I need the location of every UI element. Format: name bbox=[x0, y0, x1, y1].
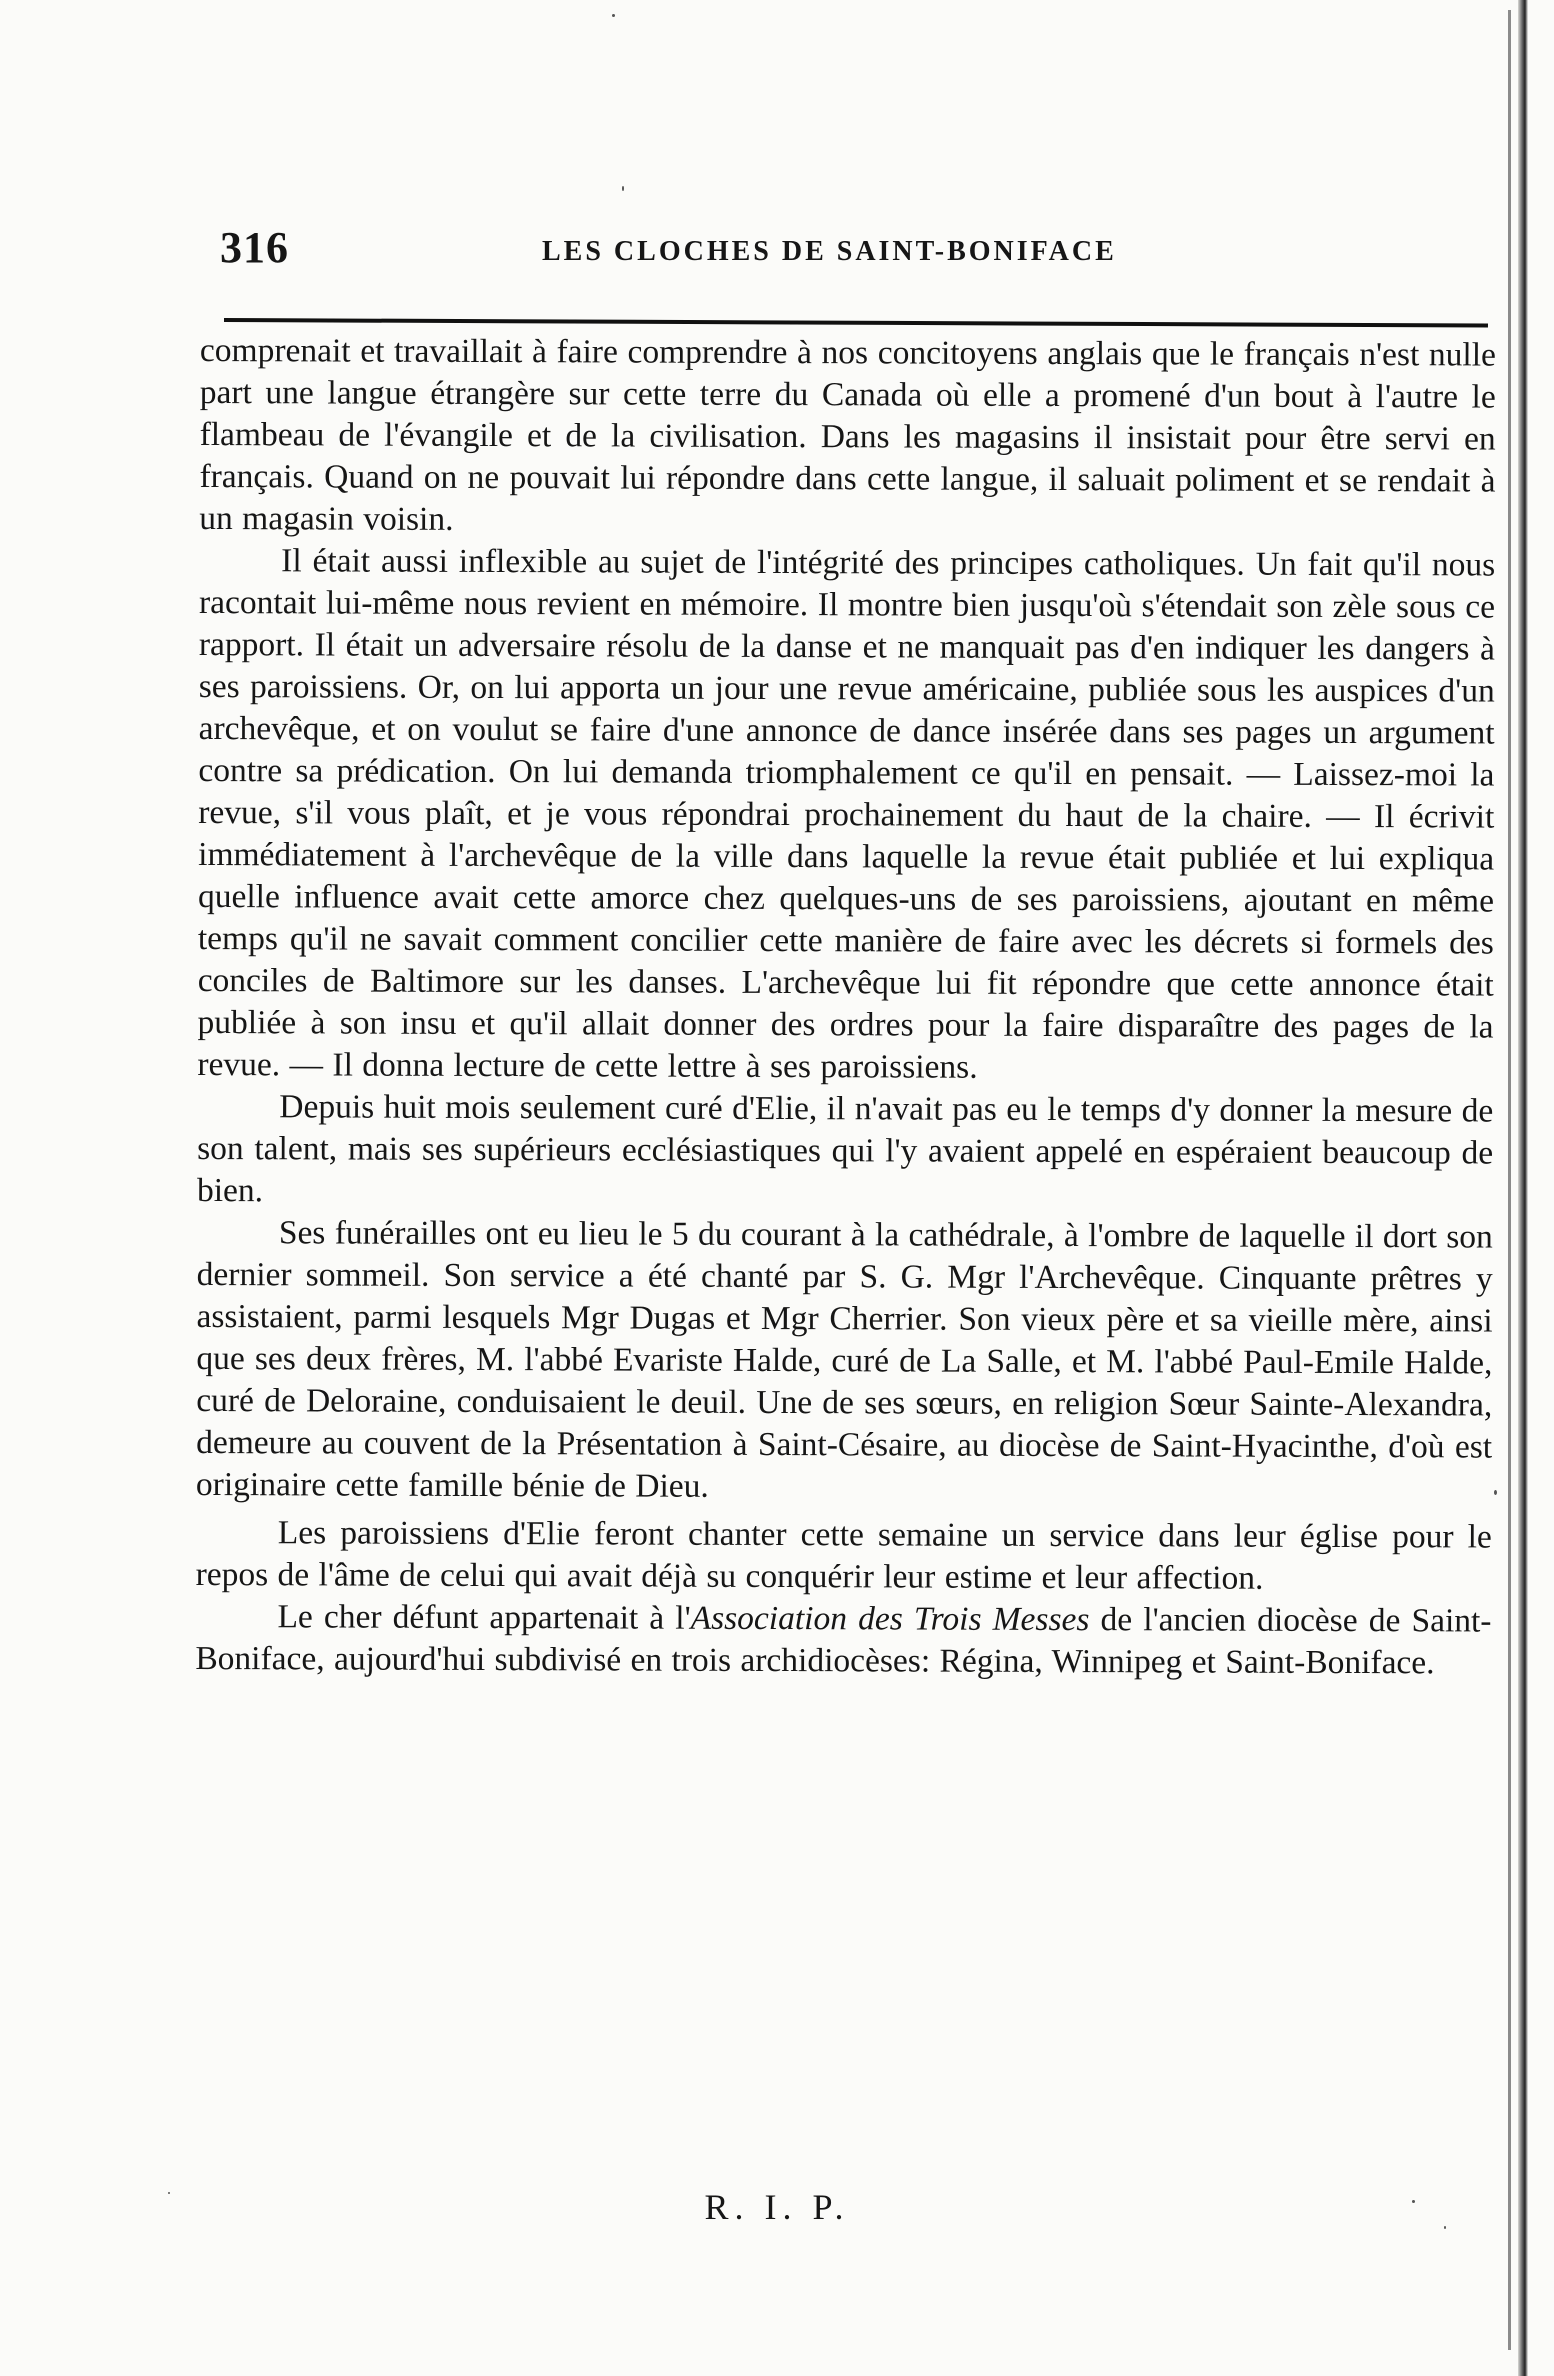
paragraph-3: Depuis huit mois seulement curé d'Elie, il n'avait pas eu le temps d'y donner la mesure de son talent, mais ses supérieurs ecclésiastiques qui l'y avaient appelé en espéraient beaucoup de bien. bbox=[196, 1088, 1494, 1210]
paragraph-5: Les paroissiens d'Elie feront chanter cette semaine un service dans leur église pour le repos de l'âme de celui qui avait déjà su conquérir leur estime et leur affection. bbox=[195, 1514, 1492, 1597]
paragraph-4: Ses funérailles ont eu lieu le 5 du courant à la cathédrale, à l'ombre de laquelle il dort son dernier sommeil. Son service a été chanté par S. G. Mgr l'Archevêque. Cinquante prêtres y assistaient, parmi lesquels Mgr Dugas et Mgr Cherrier. Son vieux père et sa vieille mère, ainsi que ses deux frères, M. l'abbé Evariste Halde, curé de La Salle, et M. l'abbé Paul-Emile Halde, curé de Deloraine, conduisaient le deuil. Une de ses sœurs, en religion Sœur Sainte-Alexandra, demeure au couvent de la Présentation à Saint-Césaire, au diocèse de Saint-Hyacinthe, d'où est originaire cette famille bénie de Dieu. bbox=[195, 1214, 1493, 1505]
print-speck bbox=[1494, 1490, 1497, 1495]
page-header bbox=[220, 222, 1490, 282]
running-title: LES CLOCHES DE SAINT-BONIFACE bbox=[542, 236, 1117, 267]
article-body bbox=[195, 330, 1496, 1685]
paragraph-6-end: de l'ancien diocèse de Saint-Boniface, aujourd'hui subdivisé en trois archidiocèses: Régina, Winnipeg et Saint-Boniface. bbox=[195, 1601, 1492, 1682]
page-number: 316 bbox=[220, 223, 289, 272]
print-speck bbox=[1444, 2226, 1446, 2229]
header-rule bbox=[224, 318, 1488, 328]
closing-rip: R. I. P. bbox=[704, 2187, 850, 2227]
binding-edge bbox=[1518, 0, 1528, 2376]
print-speck bbox=[622, 186, 624, 191]
print-speck bbox=[612, 14, 615, 17]
print-speck bbox=[1412, 2200, 1415, 2203]
page-edge-shadow bbox=[1508, 10, 1511, 2350]
paragraph-6 bbox=[195, 1596, 1491, 1685]
paragraph-2: Il était aussi inflexible au sujet de l'intégrité des principes catholiques. Un fait qu'il nous racontait lui-même nous revient en mémoire. Il montre bien jusqu'où s'étendait son zèle sous ce rapport. Il était un adversaire résolu de la danse et ne manquait pas d'en indiquer les dangers à ses paroissiens. Or, on lui apporta un jour une revue américaine, publiée sous les auspices d'un archevêque, et on voulut se faire d'une annonce de dance insérée dans ses pages un argument contre sa prédication. On lui demanda triomphalement ce qu'il en pensait. — Laissez-moi la revue, s'il vous plaît, et je vous répondrai prochainement du haut de la chaire. — Il écrivit immédiatement à l'archevêque de la ville dans laquelle la revue était publiée et lui expliqua quelle influence avait cette amorce chez quelques-uns de ses paroissiens, ajoutant en même temps qu'il ne savait comment concilier cette manière de faire avec les décrets si formels des conciles de Baltimore sur les danses. L'archevêque lui fit répondre que cette annonce était publiée à son insu et qu'il allait donner des ordres pour la faire disparaître des pages de la revue. — Il donna lecture de cette lettre à ses paroissiens. bbox=[197, 542, 1496, 1086]
print-speck bbox=[168, 2192, 170, 2194]
paragraph-6-start: Le cher défunt appartenait à l' bbox=[277, 1598, 691, 1637]
paragraph-1: comprenait et travaillait à faire comprendre à nos concitoyens anglais que le français n'est nulle part une langue étrangère sur cette terre du Canada où elle a promené d'un bout à l'autre le flambeau de l'évangile et de la civilisation. Dans les magasins il insistait pour être servi en français. Quand on ne pouvait lui répondre dans cette langue, il saluait poliment et se rendait à un magasin voisin. bbox=[199, 332, 1496, 538]
association-name: Association des Trois Messes bbox=[690, 1599, 1090, 1639]
